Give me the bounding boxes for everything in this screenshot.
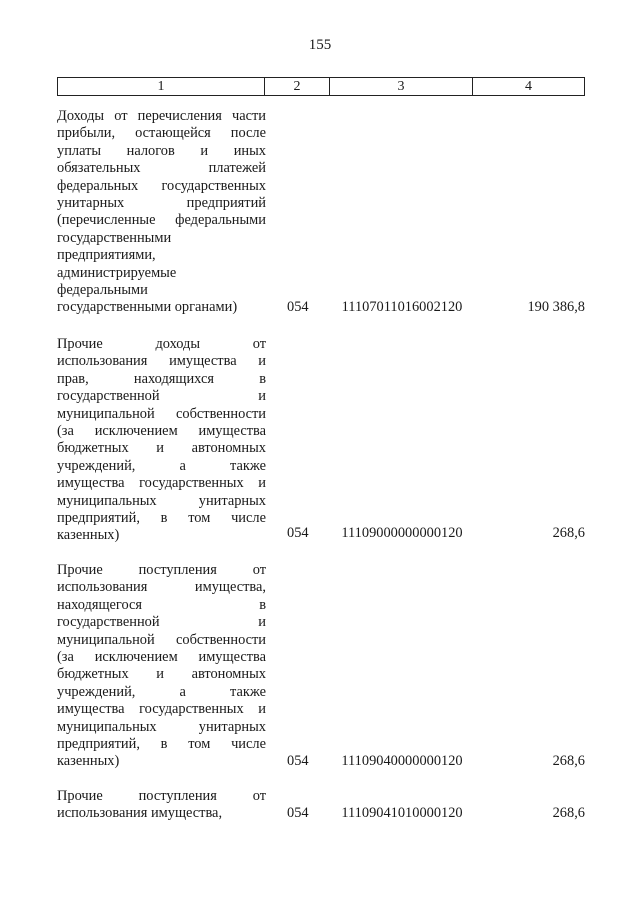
- description-line: предприятий, в том числе: [57, 736, 266, 753]
- row-code: 054: [287, 805, 309, 821]
- row-sum: 268,6: [552, 805, 585, 821]
- description-line: обязательных платежей: [57, 160, 266, 177]
- description-line: Прочие доходы от: [57, 336, 266, 352]
- description-line: администрируемые: [57, 264, 177, 281]
- description-line: использования имущества и: [57, 353, 266, 370]
- row-code: 054: [287, 753, 309, 769]
- description-line: государственными органами): [57, 299, 238, 316]
- description-line: Прочие поступления от: [57, 788, 266, 804]
- description-line: бюджетных и автономных: [57, 666, 266, 683]
- description-line: (перечисленные федеральными: [57, 212, 266, 229]
- description-line: казенных): [57, 753, 120, 770]
- description-line: уплаты налогов и иных: [57, 142, 266, 159]
- description-line: имущества государственных и: [57, 475, 266, 492]
- description-line: муниципальных унитарных: [57, 492, 266, 509]
- description-line: учреждений, а также: [57, 457, 266, 474]
- description-line: государственными: [57, 229, 172, 246]
- row-description: [57, 108, 266, 317]
- column-header-4: 4: [525, 79, 532, 94]
- row-description: [57, 562, 266, 771]
- table-row: [57, 788, 585, 828]
- description-line: имущества государственных и: [57, 701, 266, 718]
- page-number: 155: [308, 37, 332, 53]
- description-line: муниципальной собственности: [57, 631, 266, 648]
- description-line: (за исключением имущества: [57, 649, 266, 666]
- description-line: прав, находящихся в: [57, 370, 266, 387]
- row-description: [57, 336, 266, 545]
- table-row: [57, 562, 585, 774]
- description-line: использования имущества,: [57, 805, 223, 822]
- description-line: использования имущества,: [57, 579, 266, 596]
- description-line: учреждений, а также: [57, 683, 266, 700]
- column-header-3: 3: [330, 78, 473, 95]
- description-line: федеральными: [57, 282, 148, 299]
- row-code: 054: [287, 299, 309, 315]
- column-header-1: 1: [58, 78, 265, 95]
- description-line: государственной и: [57, 388, 266, 405]
- table-row: [57, 336, 585, 548]
- description-line: государственной и: [57, 614, 266, 631]
- column-header-row: [57, 77, 585, 96]
- description-line: федеральных государственных: [57, 177, 266, 194]
- row-sum: 268,6: [552, 525, 585, 541]
- description-line: казенных): [57, 527, 120, 544]
- description-line: Прочие поступления от: [57, 562, 266, 578]
- column-header-2: 2: [265, 78, 330, 95]
- row-code: 054: [287, 525, 309, 541]
- description-line: находящегося в: [57, 596, 266, 613]
- row-sum: 268,6: [552, 753, 585, 769]
- description-line: Доходы от перечисления части: [57, 108, 266, 124]
- row-kbk: 11107011016002120: [341, 299, 463, 315]
- description-line: муниципальной собственности: [57, 405, 266, 422]
- description-line: унитарных предприятий: [57, 195, 266, 212]
- description-line: муниципальных унитарных: [57, 718, 266, 735]
- description-line: предприятиями,: [57, 247, 156, 264]
- row-kbk: 11109000000000120: [341, 525, 463, 541]
- table-row: [57, 108, 585, 320]
- row-description: [57, 788, 266, 823]
- description-line: предприятий, в том числе: [57, 510, 266, 527]
- description-line: бюджетных и автономных: [57, 440, 266, 457]
- description-line: прибыли, остающейся после: [57, 125, 266, 142]
- description-line: (за исключением имущества: [57, 423, 266, 440]
- row-kbk: 11109040000000120: [341, 753, 463, 769]
- row-kbk: 11109041010000120: [341, 805, 463, 821]
- row-sum: 190 386,8: [527, 299, 585, 315]
